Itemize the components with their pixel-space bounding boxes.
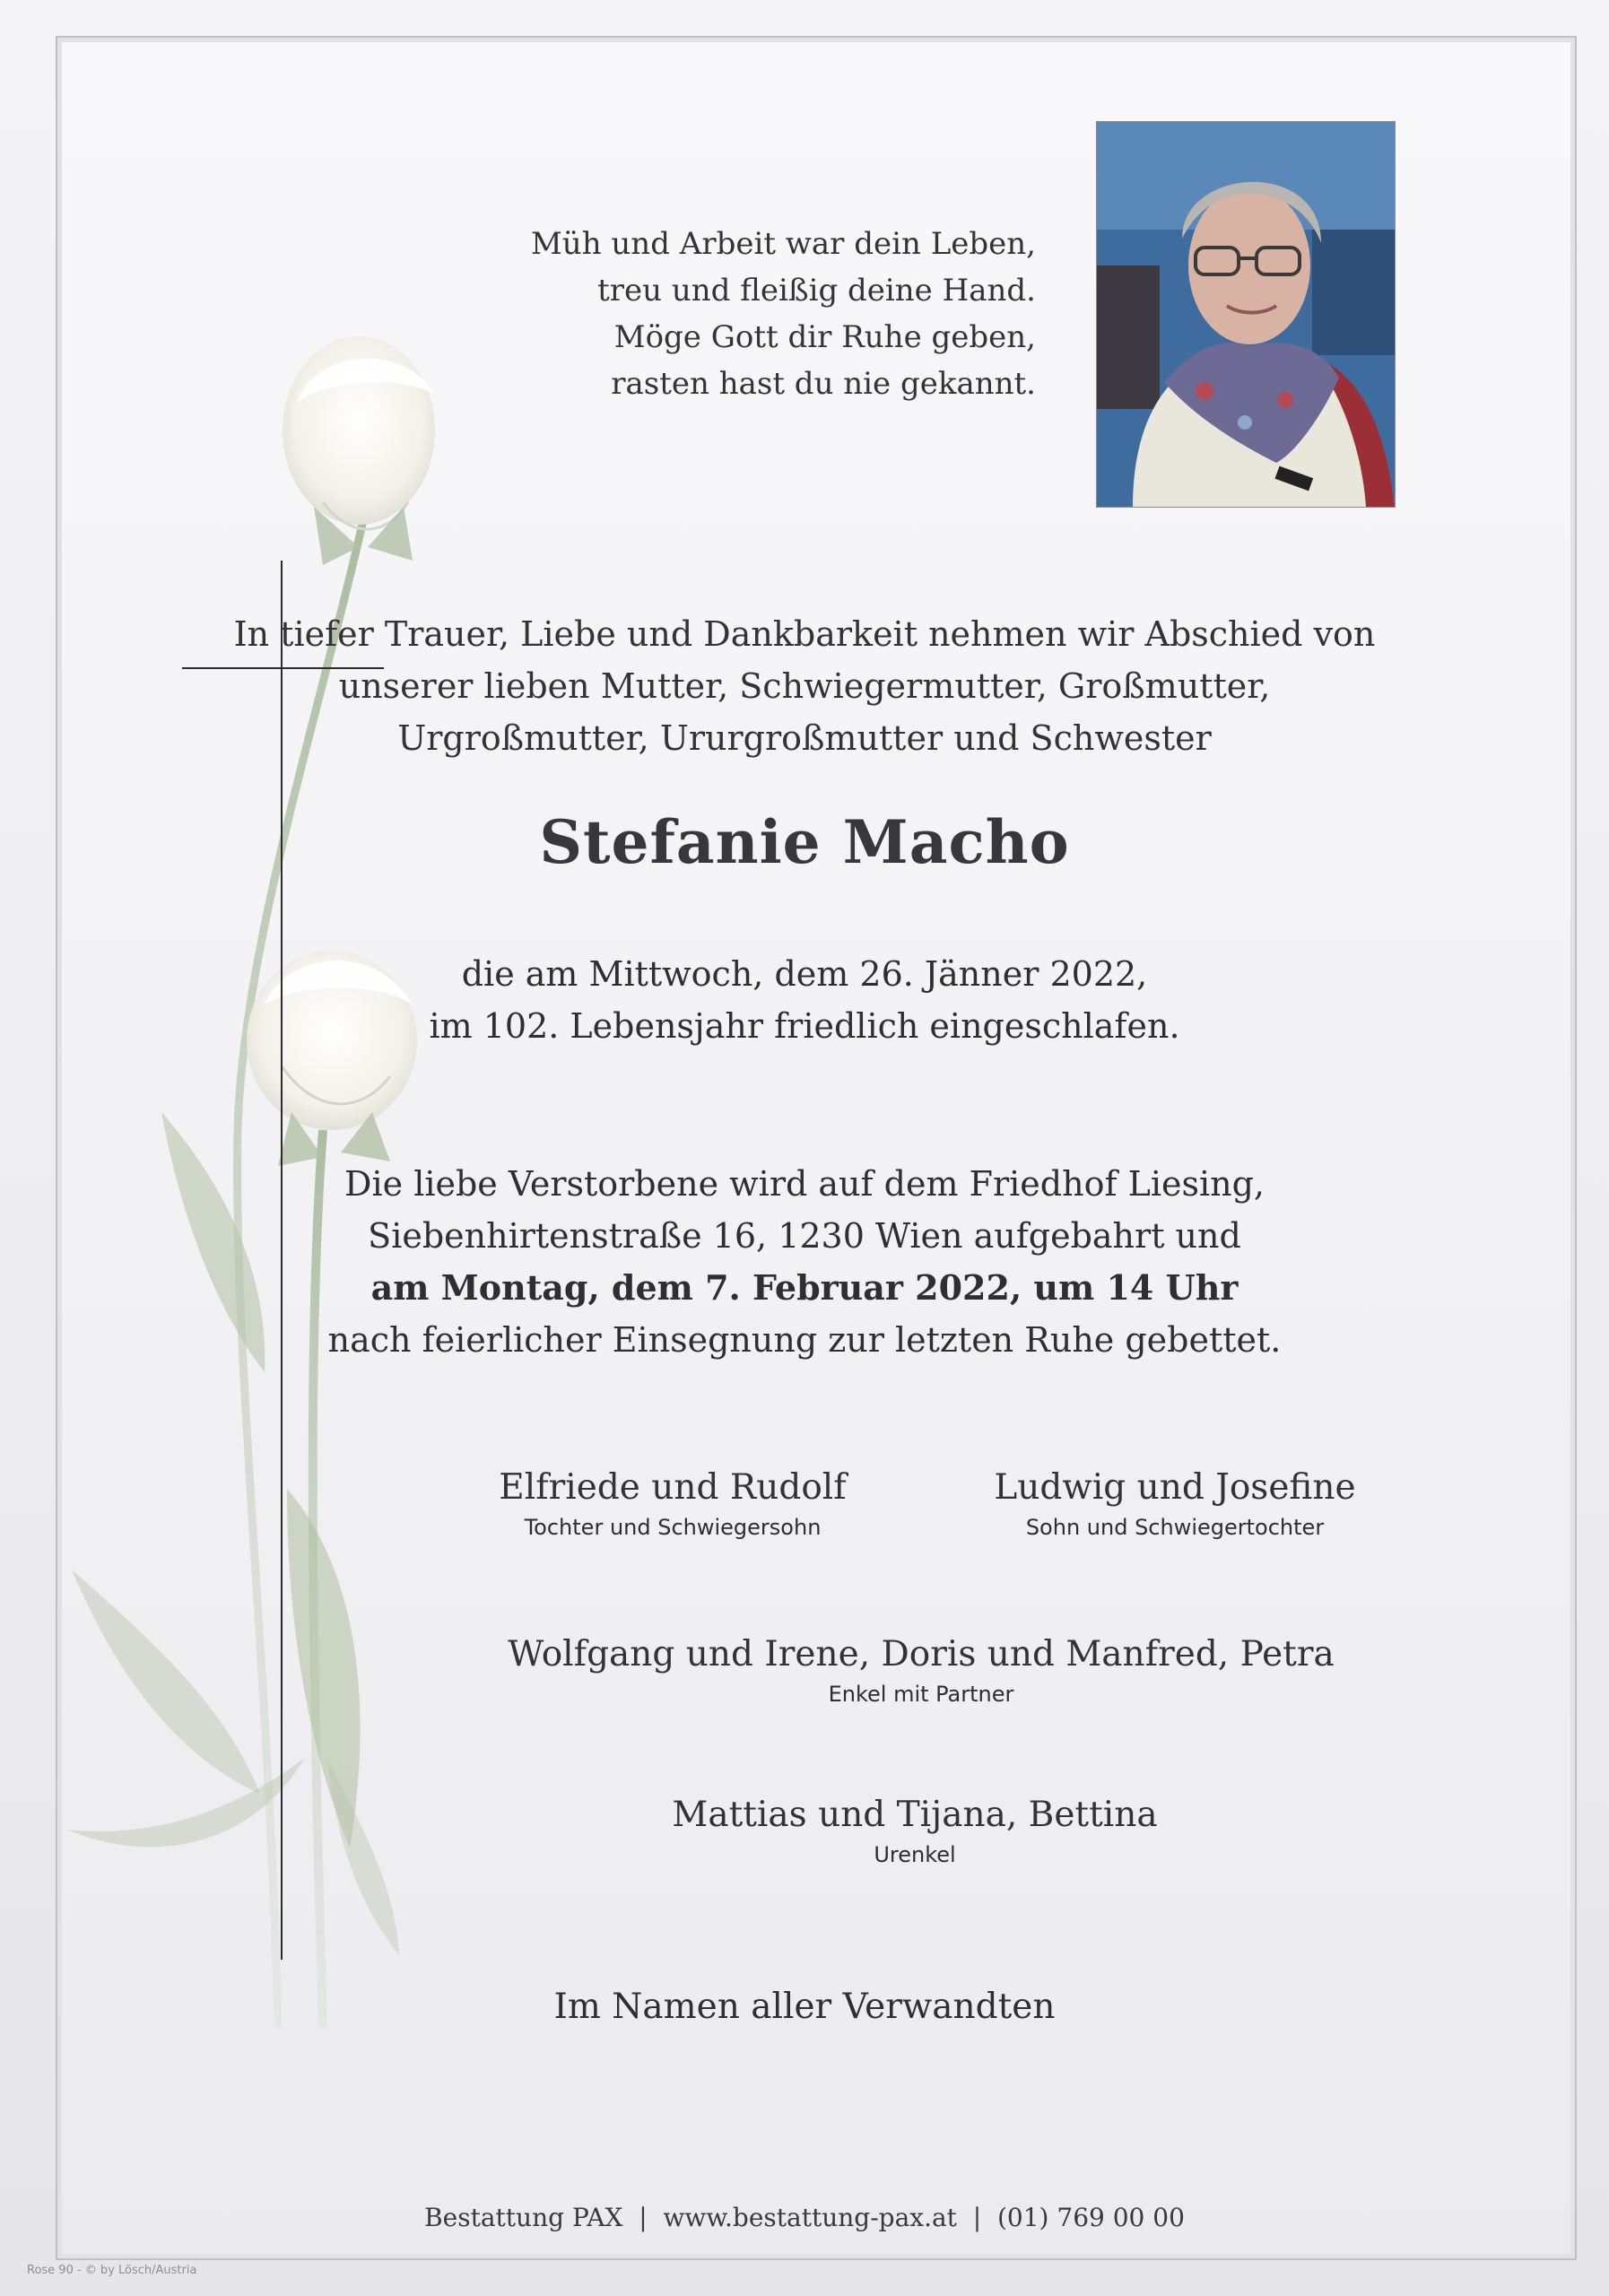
mourner-relation: Enkel mit Partner (828, 1682, 1014, 1707)
death-date-text (0, 948, 1609, 1052)
deceased-name: Stefanie Macho (539, 807, 1070, 877)
poem-line: treu und fleißig deine Hand. (597, 273, 1036, 309)
mourner-names: Mattias und Tijana, Bettina (672, 1795, 1158, 1835)
poem-line: Möge Gott dir Ruhe geben, (613, 319, 1036, 355)
poem-line: rasten hast du nie gekannt. (611, 366, 1036, 402)
burial-info (0, 1158, 1609, 1366)
portrait-photo-icon (1097, 122, 1395, 507)
poem-line: Müh und Arbeit war dein Leben, (530, 226, 1036, 262)
footer-separator: | (639, 2203, 648, 2232)
footer (0, 2200, 1609, 2236)
intro-text (0, 608, 1609, 764)
mourner-names: Wolfgang und Irene, Doris und Manfred, Petra (508, 1634, 1335, 1674)
mourner-group (446, 1631, 1396, 1710)
poem (502, 221, 1036, 407)
intro-line: Urgroßmutter, Ururgroßmutter und Schwester (397, 718, 1212, 758)
dates-line: im 102. Lebensjahr friedlich eingeschlafen. (429, 1006, 1180, 1046)
funeral-company: Bestattung PAX (424, 2203, 623, 2232)
mourner-group (448, 1465, 897, 1544)
design-credit: Rose 90 - © by Lösch/Austria (27, 2264, 197, 2277)
burial-line: nach feierlicher Einsegnung zur letzten Ruhe gebettet. (327, 1320, 1282, 1360)
closing-line: Im Namen aller Verwandten (553, 1987, 1056, 2027)
website-link[interactable]: www.bestattung-pax.at (663, 2203, 957, 2232)
portrait-photo (1096, 121, 1396, 508)
mourner-group (951, 1465, 1399, 1544)
mourner-relation: Sohn und Schwiegertochter (1025, 1515, 1325, 1540)
footer-separator: | (972, 2203, 982, 2232)
burial-line: Die liebe Verstorbene wird auf dem Friedhof Liesing, (344, 1164, 1265, 1204)
burial-line: Siebenhirtenstraße 16, 1230 Wien aufgebahrt und (368, 1216, 1241, 1256)
mourner-names: Elfriede und Rudolf (499, 1467, 847, 1508)
burial-date: am Montag, dem 7. Februar 2022, um 14 Uhr (370, 1267, 1239, 1308)
mourner-names: Ludwig und Josefine (994, 1467, 1356, 1508)
mourner-group (556, 1792, 1274, 1871)
dates-line: die am Mittwoch, dem 26. Jänner 2022, (461, 954, 1148, 994)
mourner-relation: Tochter und Schwiegersohn (524, 1515, 822, 1540)
intro-line: In tiefer Trauer, Liebe und Dankbarkeit nehmen wir Abschied von (233, 614, 1376, 654)
mourner-relation: Urenkel (874, 1842, 956, 1867)
intro-line: unserer lieben Mutter, Schwiegermutter, Großmutter, (338, 666, 1271, 706)
phone-number: (01) 769 00 00 (997, 2203, 1185, 2232)
